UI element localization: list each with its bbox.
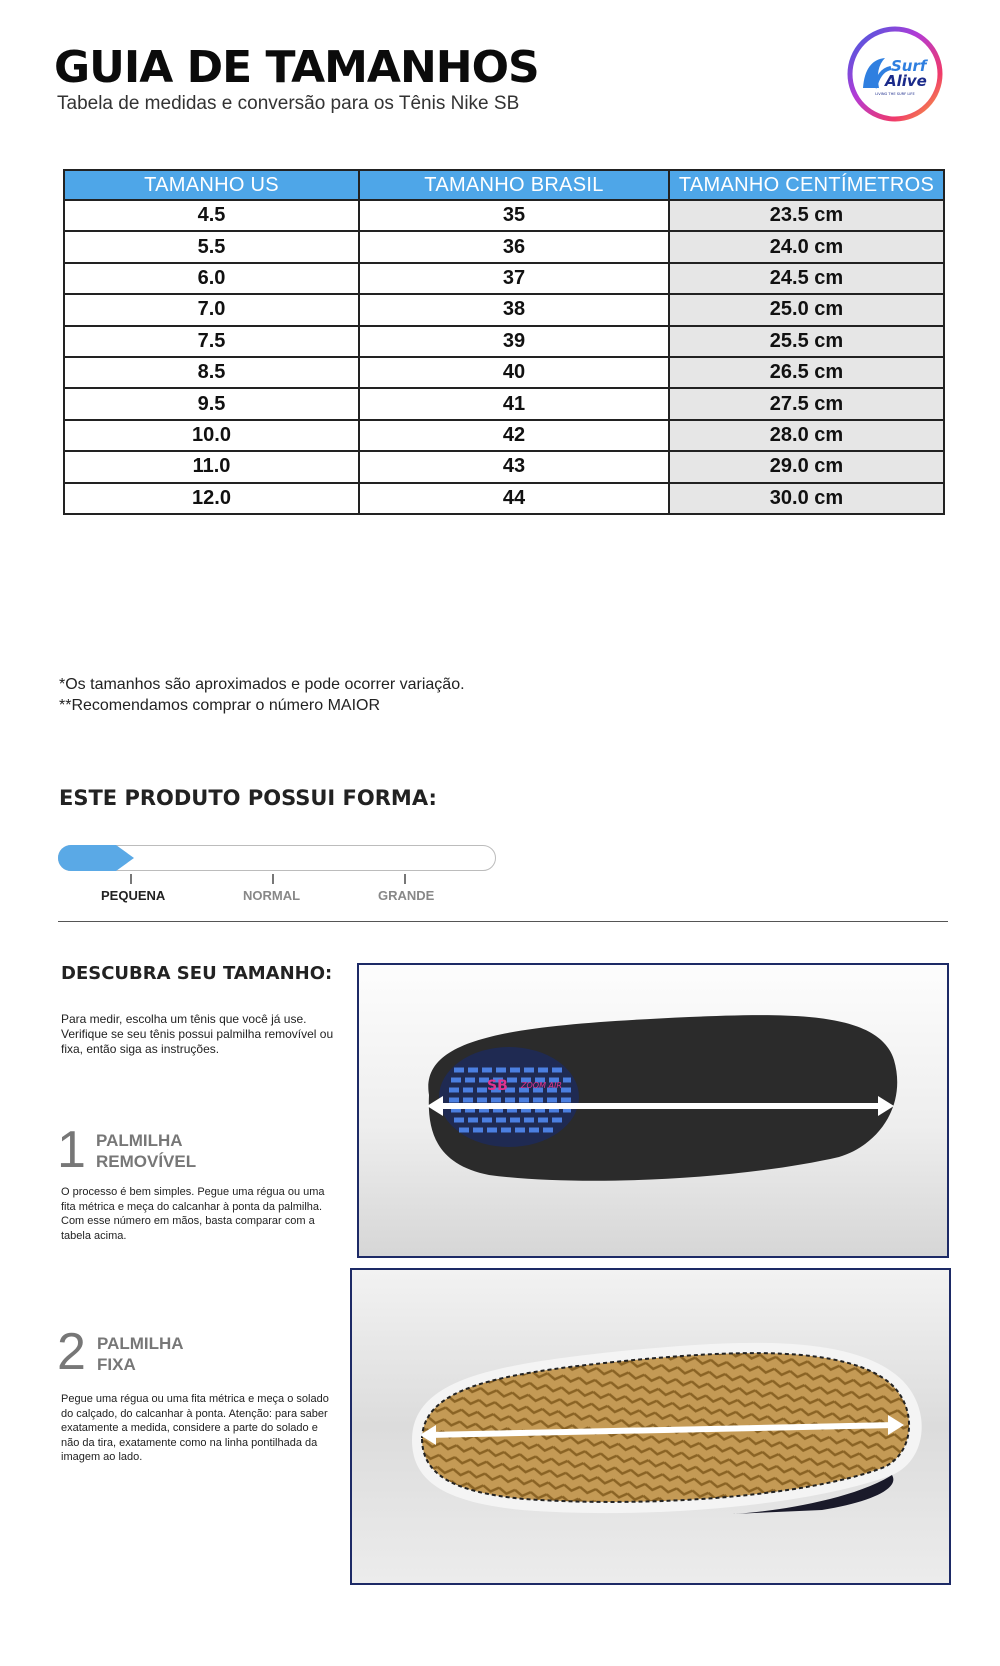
table-header-row [64, 170, 944, 200]
step1-title-line1: PALMILHA [96, 1131, 183, 1150]
cell-us: 6.0 [64, 263, 359, 294]
step2-number: 2 [57, 1323, 86, 1381]
section-divider [58, 921, 948, 922]
step2-title-line2: FIXA [97, 1355, 136, 1374]
step2-title-line1: PALMILHA [97, 1334, 184, 1353]
cell-brasil: 44 [359, 483, 669, 514]
cell-brasil: 38 [359, 294, 669, 325]
table-row [64, 357, 944, 388]
column-header-cm: TAMANHO CENTÍMETROS [669, 170, 944, 200]
cell-us: 10.0 [64, 420, 359, 451]
table-row [64, 388, 944, 419]
logo-text-surf: Surf [891, 57, 927, 75]
page-title: GUIA DE TAMANHOS [54, 42, 539, 93]
fit-label-grande: GRANDE [378, 888, 435, 903]
table-row [64, 294, 944, 325]
cell-cm: 24.5 cm [669, 263, 944, 294]
table-row [64, 200, 944, 231]
cell-brasil: 42 [359, 420, 669, 451]
table-row [64, 231, 944, 262]
page-subtitle: Tabela de medidas e conversão para os Tênis Nike SB [57, 93, 520, 114]
cell-us: 8.5 [64, 357, 359, 388]
fit-heading: ESTE PRODUTO POSSUI FORMA: [59, 786, 437, 810]
fit-tick-pequena [130, 874, 132, 884]
cell-us: 11.0 [64, 451, 359, 482]
insole-photo [357, 963, 949, 1258]
note-recommend: **Recomendamos comprar o número MAIOR [59, 697, 381, 714]
step1-title-line2: REMOVÍVEL [96, 1152, 197, 1171]
note-approximate: *Os tamanhos são aproximados e pode ocorrer variação. [59, 676, 465, 693]
insole-heel-pattern [439, 1047, 579, 1147]
cell-brasil: 41 [359, 388, 669, 419]
cell-cm: 29.0 cm [669, 451, 944, 482]
size-table [63, 169, 945, 515]
insole-tech-print: ZOOM AIR [521, 1081, 562, 1090]
cell-brasil: 39 [359, 326, 669, 357]
cell-us: 4.5 [64, 200, 359, 231]
step1-text: O processo é bem simples. Pegue uma régua ou uma fita métrica e meça do calcanhar à ponta da palmilha. Com esse número em mãos, basta comparar com a tabela acima. [61, 1186, 325, 1242]
fit-indicator-arrow-icon [58, 844, 136, 872]
step2-text: Pegue uma régua ou uma fita métrica e meça o solado do calçado, do calcanhar à ponta. Atenção: para saber exatamente a medida, considere a parte do solado e não da tira, exatamente como na linha pontilhada da imagem ao lado. [61, 1393, 329, 1463]
cell-cm: 25.0 cm [669, 294, 944, 325]
discover-heading: DESCUBRA SEU TAMANHO: [61, 963, 333, 984]
logo-text-alive: Alive [885, 72, 927, 90]
cell-brasil: 43 [359, 451, 669, 482]
logo-tagline: LIVING THE SURF LIFE [875, 92, 915, 96]
cell-brasil: 35 [359, 200, 669, 231]
cell-cm: 27.5 cm [669, 388, 944, 419]
table-row [64, 263, 944, 294]
surf-alive-logo [845, 24, 945, 124]
cell-us: 7.0 [64, 294, 359, 325]
column-header-us: TAMANHO US [64, 170, 359, 200]
cell-us: 7.5 [64, 326, 359, 357]
cell-cm: 23.5 cm [669, 200, 944, 231]
cell-cm: 30.0 cm [669, 483, 944, 514]
discover-intro: Para medir, escolha um tênis que você já use. Verifique se seu tênis possui palmilha removível ou fixa, então siga as instruções. [61, 1012, 334, 1056]
fit-tick-normal [272, 874, 274, 884]
cell-brasil: 40 [359, 357, 669, 388]
cell-brasil: 37 [359, 263, 669, 294]
step1-number: 1 [57, 1121, 86, 1179]
table-row [64, 326, 944, 357]
cell-cm: 24.0 cm [669, 231, 944, 262]
cell-us: 5.5 [64, 231, 359, 262]
column-header-brasil: TAMANHO BRASIL [359, 170, 669, 200]
table-row [64, 451, 944, 482]
outsole-photo [350, 1268, 951, 1585]
insole-brand-print: SB [487, 1078, 508, 1094]
cell-cm: 28.0 cm [669, 420, 944, 451]
fit-label-pequena: PEQUENA [101, 888, 166, 903]
table-row [64, 420, 944, 451]
fit-label-normal: NORMAL [243, 888, 301, 903]
cell-cm: 26.5 cm [669, 357, 944, 388]
fit-tick-grande [404, 874, 406, 884]
table-row [64, 483, 944, 514]
cell-brasil: 36 [359, 231, 669, 262]
cell-us: 9.5 [64, 388, 359, 419]
cell-us: 12.0 [64, 483, 359, 514]
cell-cm: 25.5 cm [669, 326, 944, 357]
